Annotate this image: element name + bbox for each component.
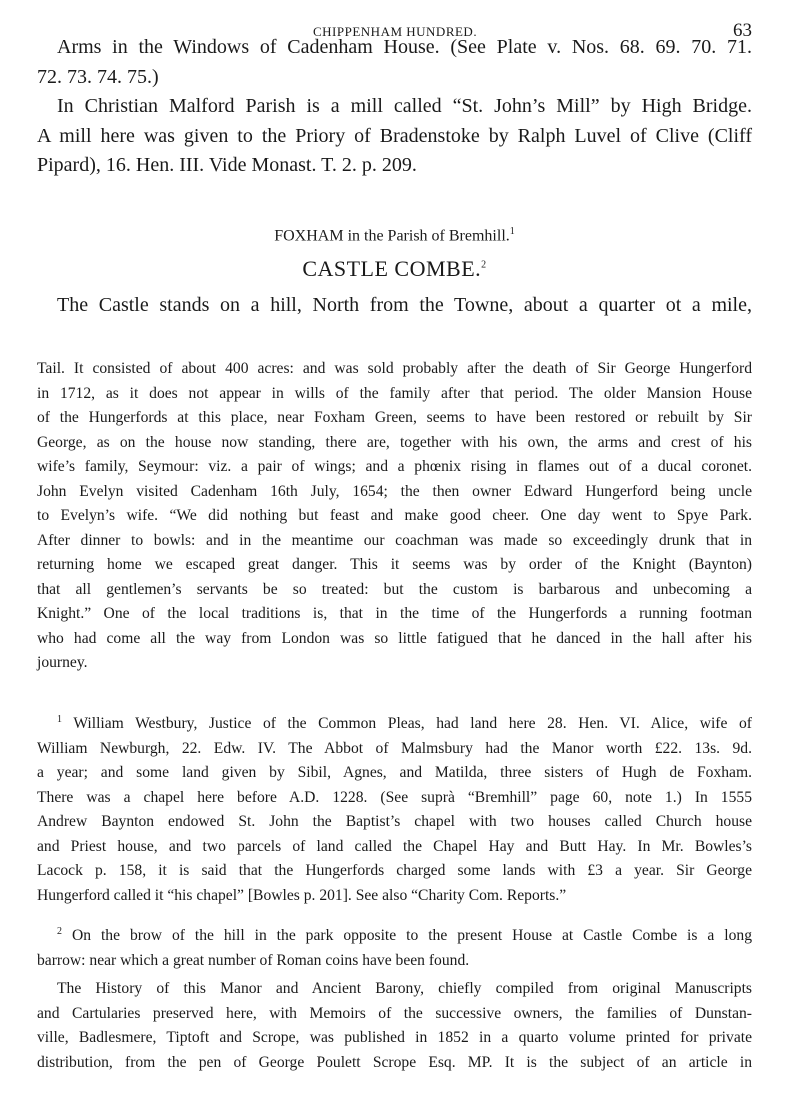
text-line: Tail. It consisted of about 400 acres: and was sold probably after the death of Sir George Hungerford bbox=[37, 360, 752, 377]
text-line: and Cartularies preserved here, with Memoirs of the successive owners, the families of Dunstan- bbox=[37, 1004, 752, 1022]
text-line: 72. 73. 74. 75.) bbox=[37, 65, 159, 88]
castle-heading-text: CASTLE COMBE. bbox=[302, 256, 482, 281]
footnote-1 bbox=[37, 708, 752, 908]
text-line: and Priest house, and two parcels of land called the Chapel Hay and Butt Hay. In Mr. Bowles’s bbox=[37, 837, 752, 855]
text-line: In Christian Malford Parish is a mill called “St. John’s Mill” by High Bridge. bbox=[57, 95, 752, 117]
text-line: Pipard), 16. Hen. III. Vide Monast. T. 2. p. 209. bbox=[37, 154, 417, 176]
text-line: John Evelyn visited Cadenham 16th July, 1654; the then owner Edward Hungerford being uncle bbox=[37, 482, 752, 500]
footnote-marker: 1 bbox=[57, 714, 62, 725]
text-line: in 1712, as it does not appear in wills of the family after that period. The older Mansion House bbox=[37, 384, 752, 402]
text-line: Lacock p. 158, it is said that the Hungerfords charged some lands with £3 a year. Sir George bbox=[37, 862, 752, 880]
top-paragraphs bbox=[37, 33, 752, 181]
text-line: returning home we escaped great danger. This it seems was by order of the Knight (Baynton) bbox=[37, 556, 752, 573]
running-title: CHIPPENHAM HUNDRED. bbox=[313, 24, 478, 39]
text-line: A mill here was given to the Priory of Bradenstoke by Ralph Luvel of Clive (Cliff bbox=[37, 124, 752, 147]
text-line: ville, Badlesmere, Tiptoft and Scrope, was published in 1852 in a quarto volume printed for private bbox=[37, 1029, 752, 1047]
text-line: wife’s family, Seymour: viz. a pair of wings; and a phœnix rising in flames out of a ducal coronet. bbox=[37, 458, 752, 475]
text-line: Knight.” One of the local traditions is, that in the time of the Hungerfords a running footman bbox=[37, 605, 752, 622]
footnote-marker: 2 bbox=[57, 926, 62, 937]
text-line: who had come all the way from London was so little fatigued that he danced in the hall after his bbox=[37, 629, 752, 647]
text-line: There was a chapel here before A.D. 1228. (See suprà “Bremhill” page 60, note 1.) In 1555 bbox=[37, 788, 752, 806]
text-line: to Evelyn’s wife. “We did nothing but feast and make good cheer. One day went to Spye Park. bbox=[37, 507, 752, 524]
castle-heading bbox=[37, 256, 752, 282]
footnote-text: On the brow of the hill in the park opposite to the present House at Castle Combe is a long bbox=[71, 927, 752, 945]
footnote-2 bbox=[37, 920, 752, 1075]
footnote-ref: 1 bbox=[509, 226, 515, 237]
text-line: barrow: near which a great number of Roman coins have been found. bbox=[37, 951, 470, 969]
text-line: After dinner to bowls: and in the meantime our coachman was made so exceedingly drunk that in bbox=[37, 531, 752, 549]
notes-continued bbox=[37, 357, 752, 676]
text-line: Hungerford called it “his chapel” [Bowles p. 201]. See also “Charity Com. Reports.” bbox=[37, 886, 567, 904]
text-line: journey. bbox=[37, 654, 88, 671]
text-line: of the Hungerfords at this place, near Foxham Green, seems to have been restored or rebuilt by Sir bbox=[37, 409, 752, 426]
castle-paragraph bbox=[37, 291, 752, 321]
foxham-heading-text: FOXHAM in the Parish of Bremhill. bbox=[274, 227, 510, 245]
footnote-text: William Westbury, Justice of the Common Pleas, had land here 28. Hen. VI. Alice, wife of bbox=[73, 715, 752, 733]
text-line bbox=[37, 920, 752, 949]
text-line: William Newburgh, 22. Edw. IV. The Abbot of Malmsbury had the Manor worth £22. 13s. 9d. bbox=[37, 739, 752, 757]
text-line: distribution, from the pen of George Poulett Scrope Esq. MP. It is the subject of an article in bbox=[37, 1053, 752, 1071]
text-line: The Castle stands on a hill, North from the Towne, about a quarter ot a mile, bbox=[57, 294, 752, 316]
text-line: that all gentlemen’s servants be so treated: but the custom is barbarous and unbecoming a bbox=[37, 580, 752, 598]
page-number: 63 bbox=[733, 20, 752, 41]
footnote-ref: 2 bbox=[481, 259, 487, 271]
text-line bbox=[37, 708, 752, 737]
text-line: a year; and some land given by Sibil, Agnes, and Matilda, three sisters of Hugh de Foxham. bbox=[37, 764, 752, 782]
text-line: Andrew Baynton endowed St. John the Baptist’s chapel with two houses called Church house bbox=[37, 813, 752, 831]
text-line: The History of this Manor and Ancient Barony, chiefly compiled from original Manuscripts bbox=[57, 980, 752, 998]
text-line: George, as on the house now standing, there are, together with his own, the arms and crest of his bbox=[37, 433, 752, 451]
text-line: Arms in the Windows of Cadenham House. (See Plate v. Nos. 68. 69. 70. 71. bbox=[57, 36, 752, 58]
foxham-heading bbox=[37, 226, 752, 245]
